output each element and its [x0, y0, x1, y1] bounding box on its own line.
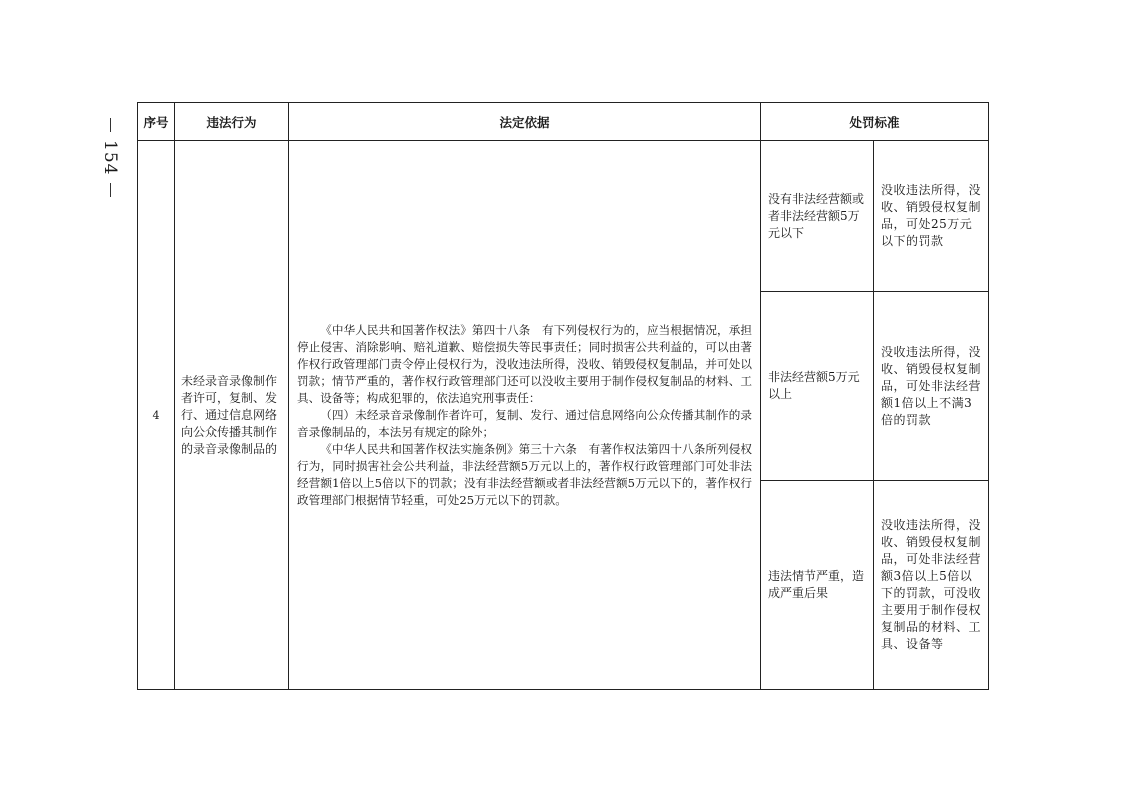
- legal-basis-paragraph: （四）未经录音录像制作者许可，复制、发行、通过信息网络向公众传播其制作的录音录像制品的，本法另有规定的除外；: [297, 407, 752, 439]
- header-violation: 违法行为: [175, 103, 289, 141]
- header-penalty: 处罚标准: [761, 103, 989, 141]
- header-no: 序号: [138, 103, 175, 141]
- legal-basis-paragraph: 《中华人民共和国著作权法实施条例》第三十六条 有著作权法第四十八条所列侵权行为，同时损害社会公共利益，非法经营额5万元以上的，著作权行政管理部门可处非法经营额1倍以上5倍以下的罚款；没有非法经营额或者非法经营额5万元以下的，著作权行政管理部门根据情节轻重，可处25万元以下的罚款。: [297, 441, 752, 507]
- page-number-text: 154: [100, 140, 120, 176]
- standard-penalty: 没收违法所得，没收、销毁侵权复制品，可处非法经营额3倍以上5倍以下的罚款，可没收主要用于制作侵权复制品的材料、工具、设备等: [874, 481, 989, 690]
- row-violation: 未经录音录像制作者许可，复制、发行、通过信息网络向公众传播其制作的录音录像制品的: [175, 141, 289, 690]
- table-header-row: [138, 103, 989, 141]
- standard-penalty: 没收违法所得，没收、销毁侵权复制品，可处25万元以下的罚款: [874, 141, 989, 292]
- page-number-dash-bottom: [110, 183, 111, 197]
- standard-condition: 违法情节严重，造成严重后果: [761, 481, 874, 690]
- header-basis: 法定依据: [289, 103, 761, 141]
- penalty-standards-table: [137, 102, 989, 690]
- page-number: [96, 118, 124, 218]
- standard-condition: 没有非法经营额或者非法经营额5万元以下: [761, 141, 874, 292]
- row-legal-basis: [289, 141, 761, 690]
- legal-basis-paragraph: 《中华人民共和国著作权法》第四十八条 有下列侵权行为的，应当根据情况，承担停止侵害、消除影响、赔礼道歉、赔偿损失等民事责任；同时损害公共利益的，可以由著作权行政管理部门责令停止侵权行为，没收违法所得，没收、销毁侵权复制品，并可处以罚款；情节严重的，著作权行政管理部门还可以没收主要用于制作侵权复制品的材料、工具、设备等；构成犯罪的，依法追究刑事责任：: [297, 322, 752, 405]
- page-number-dash-top: [110, 118, 111, 132]
- standard-condition: 非法经营额5万元以上: [761, 292, 874, 481]
- table-row: [138, 141, 989, 292]
- standard-penalty: 没收违法所得，没收、销毁侵权复制品，可处非法经营额1倍以上不满3倍的罚款: [874, 292, 989, 481]
- row-no: 4: [138, 141, 175, 690]
